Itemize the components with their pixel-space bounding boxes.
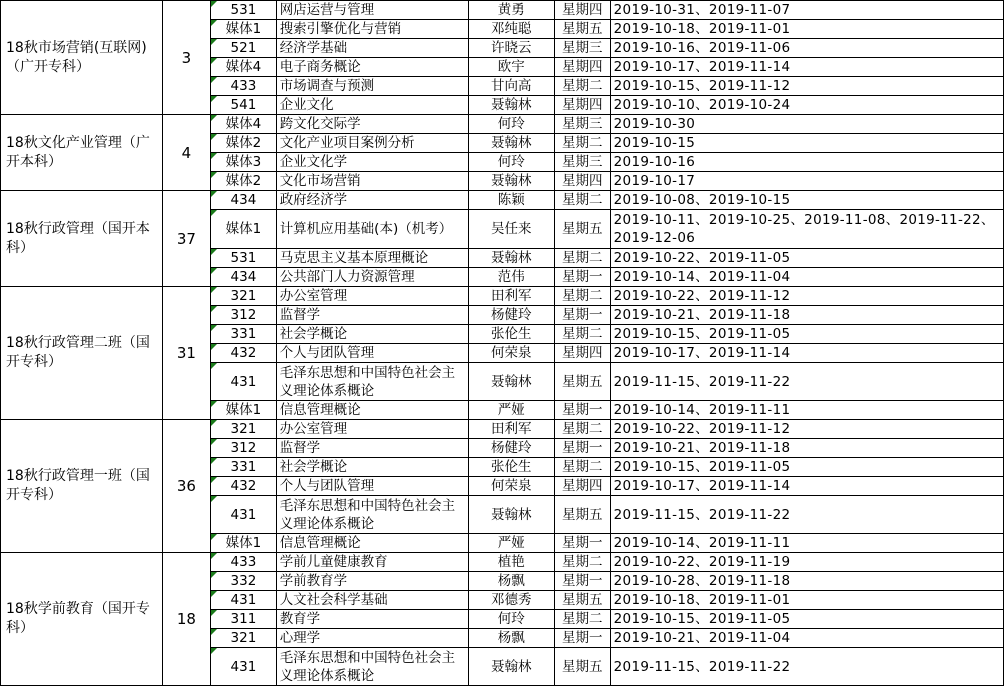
teacher-cell: 何玲 [468, 115, 554, 134]
course-name-cell: 马克思主义基本原理概论 [276, 249, 468, 268]
teacher-cell: 杨飘 [468, 629, 554, 648]
classroom-code-cell: 331 [211, 325, 277, 344]
teacher-cell: 田利军 [468, 287, 554, 306]
weekday-cell: 星期一 [554, 629, 610, 648]
teacher-cell: 田利军 [468, 420, 554, 439]
course-name-cell: 文化市场营销 [276, 172, 468, 191]
student-count-cell: 36 [162, 420, 211, 553]
course-name-cell: 社会学概论 [276, 458, 468, 477]
course-name-cell: 公共部门人力资源管理 [276, 268, 468, 287]
teacher-cell: 何玲 [468, 153, 554, 172]
teacher-cell: 杨健玲 [468, 439, 554, 458]
weekday-cell: 星期三 [554, 39, 610, 58]
teacher-cell: 范伟 [468, 268, 554, 287]
teacher-cell: 何荣泉 [468, 344, 554, 363]
dates-cell: 2019-10-22、2019-11-12 [610, 420, 1003, 439]
weekday-cell: 星期一 [554, 268, 610, 287]
dates-cell: 2019-10-22、2019-11-05 [610, 249, 1003, 268]
weekday-cell: 星期四 [554, 477, 610, 496]
weekday-cell: 星期二 [554, 77, 610, 96]
weekday-cell: 星期二 [554, 610, 610, 629]
dates-cell: 2019-10-08、2019-10-15 [610, 191, 1003, 210]
dates-cell: 2019-10-17、2019-11-14 [610, 344, 1003, 363]
weekday-cell: 星期一 [554, 306, 610, 325]
weekday-cell: 星期三 [554, 153, 610, 172]
course-name-cell: 企业文化 [276, 96, 468, 115]
teacher-cell: 吴任来 [468, 210, 554, 249]
weekday-cell: 星期四 [554, 172, 610, 191]
classroom-code-cell: 媒体1 [211, 210, 277, 249]
student-count-cell: 37 [162, 191, 211, 287]
course-name-cell: 人文社会科学基础 [276, 591, 468, 610]
dates-cell: 2019-10-15、2019-11-05 [610, 458, 1003, 477]
teacher-cell: 甘向高 [468, 77, 554, 96]
table-row [1, 553, 1004, 572]
course-name-cell: 学前儿童健康教育 [276, 553, 468, 572]
dates-cell: 2019-10-16、2019-11-06 [610, 39, 1003, 58]
weekday-cell: 星期一 [554, 572, 610, 591]
course-name-cell: 毛泽东思想和中国特色社会主义理论体系概论 [276, 648, 468, 686]
teacher-cell: 张伦生 [468, 458, 554, 477]
dates-cell: 2019-10-17、2019-11-14 [610, 477, 1003, 496]
teacher-cell: 杨飘 [468, 572, 554, 591]
classroom-code-cell: 541 [211, 96, 277, 115]
table-row [1, 420, 1004, 439]
class-name-cell: 18秋行政管理二班（国开专科） [1, 287, 163, 420]
course-name-cell: 监督学 [276, 306, 468, 325]
course-name-cell: 信息管理概论 [276, 401, 468, 420]
course-name-cell: 企业文化学 [276, 153, 468, 172]
teacher-cell: 张伦生 [468, 325, 554, 344]
classroom-code-cell: 321 [211, 287, 277, 306]
teacher-cell: 严娅 [468, 534, 554, 553]
dates-cell: 2019-10-14、2019-11-11 [610, 534, 1003, 553]
student-count-cell: 4 [162, 115, 211, 191]
teacher-cell: 陈颖 [468, 191, 554, 210]
course-name-cell: 跨文化交际学 [276, 115, 468, 134]
classroom-code-cell: 媒体4 [211, 115, 277, 134]
course-name-cell: 毛泽东思想和中国特色社会主义理论体系概论 [276, 363, 468, 401]
dates-cell: 2019-10-15、2019-11-12 [610, 77, 1003, 96]
classroom-code-cell: 531 [211, 249, 277, 268]
course-name-cell: 毛泽东思想和中国特色社会主义理论体系概论 [276, 496, 468, 534]
classroom-code-cell: 431 [211, 363, 277, 401]
teacher-cell: 聂翰林 [468, 363, 554, 401]
weekday-cell: 星期五 [554, 363, 610, 401]
classroom-code-cell: 321 [211, 420, 277, 439]
classroom-code-cell: 媒体4 [211, 58, 277, 77]
weekday-cell: 星期二 [554, 287, 610, 306]
weekday-cell: 星期二 [554, 191, 610, 210]
student-count-cell: 31 [162, 287, 211, 420]
weekday-cell: 星期四 [554, 344, 610, 363]
dates-cell: 2019-10-30 [610, 115, 1003, 134]
dates-cell: 2019-10-11、2019-10-25、2019-11-08、2019-11-22、2019-12-06 [610, 210, 1003, 249]
course-name-cell: 电子商务概论 [276, 58, 468, 77]
dates-cell: 2019-11-15、2019-11-22 [610, 496, 1003, 534]
weekday-cell: 星期五 [554, 210, 610, 249]
teacher-cell: 聂翰林 [468, 96, 554, 115]
classroom-code-cell: 433 [211, 553, 277, 572]
classroom-code-cell: 321 [211, 629, 277, 648]
class-name-cell: 18秋行政管理一班（国开专科） [1, 420, 163, 553]
class-name-cell: 18秋文化产业管理（广开本科） [1, 115, 163, 191]
course-name-cell: 搜索引擎优化与营销 [276, 20, 468, 39]
classroom-code-cell: 531 [211, 1, 277, 20]
dates-cell: 2019-11-15、2019-11-22 [610, 648, 1003, 686]
weekday-cell: 星期一 [554, 439, 610, 458]
teacher-cell: 聂翰林 [468, 172, 554, 191]
classroom-code-cell: 媒体2 [211, 172, 277, 191]
dates-cell: 2019-11-15、2019-11-22 [610, 363, 1003, 401]
weekday-cell: 星期二 [554, 458, 610, 477]
weekday-cell: 星期一 [554, 401, 610, 420]
teacher-cell: 黄勇 [468, 1, 554, 20]
classroom-code-cell: 332 [211, 572, 277, 591]
weekday-cell: 星期四 [554, 1, 610, 20]
course-name-cell: 网店运营与管理 [276, 1, 468, 20]
dates-cell: 2019-10-17 [610, 172, 1003, 191]
dates-cell: 2019-10-15 [610, 134, 1003, 153]
teacher-cell: 聂翰林 [468, 648, 554, 686]
course-name-cell: 办公室管理 [276, 420, 468, 439]
teacher-cell: 欧宇 [468, 58, 554, 77]
table-row [1, 115, 1004, 134]
dates-cell: 2019-10-21、2019-11-04 [610, 629, 1003, 648]
classroom-code-cell: 311 [211, 610, 277, 629]
weekday-cell: 星期五 [554, 496, 610, 534]
classroom-code-cell: 432 [211, 344, 277, 363]
course-name-cell: 计算机应用基础(本)（机考） [276, 210, 468, 249]
dates-cell: 2019-10-16 [610, 153, 1003, 172]
course-name-cell: 个人与团队管理 [276, 344, 468, 363]
class-name-cell: 18秋行政管理（国开本科） [1, 191, 163, 287]
schedule-body [1, 1, 1004, 686]
weekday-cell: 星期一 [554, 534, 610, 553]
classroom-code-cell: 521 [211, 39, 277, 58]
classroom-code-cell: 媒体1 [211, 534, 277, 553]
weekday-cell: 星期四 [554, 96, 610, 115]
teacher-cell: 植艳 [468, 553, 554, 572]
weekday-cell: 星期二 [554, 553, 610, 572]
weekday-cell: 星期二 [554, 325, 610, 344]
teacher-cell: 邓纯聪 [468, 20, 554, 39]
classroom-code-cell: 431 [211, 648, 277, 686]
dates-cell: 2019-10-14、2019-11-04 [610, 268, 1003, 287]
weekday-cell: 星期四 [554, 58, 610, 77]
teacher-cell: 聂翰林 [468, 496, 554, 534]
dates-cell: 2019-10-21、2019-11-18 [610, 306, 1003, 325]
classroom-code-cell: 媒体3 [211, 153, 277, 172]
weekday-cell: 星期二 [554, 249, 610, 268]
classroom-code-cell: 媒体1 [211, 20, 277, 39]
teacher-cell: 何玲 [468, 610, 554, 629]
classroom-code-cell: 媒体2 [211, 134, 277, 153]
table-row [1, 1, 1004, 20]
course-name-cell: 经济学基础 [276, 39, 468, 58]
course-name-cell: 心理学 [276, 629, 468, 648]
weekday-cell: 星期五 [554, 20, 610, 39]
weekday-cell: 星期二 [554, 420, 610, 439]
course-name-cell: 监督学 [276, 439, 468, 458]
dates-cell: 2019-10-22、2019-11-19 [610, 553, 1003, 572]
course-name-cell: 文化产业项目案例分析 [276, 134, 468, 153]
teacher-cell: 杨健玲 [468, 306, 554, 325]
weekday-cell: 星期五 [554, 591, 610, 610]
course-name-cell: 办公室管理 [276, 287, 468, 306]
classroom-code-cell: 434 [211, 191, 277, 210]
dates-cell: 2019-10-22、2019-11-12 [610, 287, 1003, 306]
course-name-cell: 信息管理概论 [276, 534, 468, 553]
table-row [1, 287, 1004, 306]
classroom-code-cell: 媒体1 [211, 401, 277, 420]
dates-cell: 2019-10-31、2019-11-07 [610, 1, 1003, 20]
student-count-cell: 18 [162, 553, 211, 686]
dates-cell: 2019-10-15、2019-11-05 [610, 325, 1003, 344]
teacher-cell: 许晓云 [468, 39, 554, 58]
class-name-cell: 18秋学前教育（国开专科） [1, 553, 163, 686]
weekday-cell: 星期五 [554, 648, 610, 686]
classroom-code-cell: 312 [211, 439, 277, 458]
teacher-cell: 严娅 [468, 401, 554, 420]
weekday-cell: 星期二 [554, 134, 610, 153]
course-name-cell: 个人与团队管理 [276, 477, 468, 496]
dates-cell: 2019-10-18、2019-11-01 [610, 591, 1003, 610]
course-name-cell: 社会学概论 [276, 325, 468, 344]
teacher-cell: 何荣泉 [468, 477, 554, 496]
course-name-cell: 政府经济学 [276, 191, 468, 210]
dates-cell: 2019-10-17、2019-11-14 [610, 58, 1003, 77]
dates-cell: 2019-10-21、2019-11-18 [610, 439, 1003, 458]
dates-cell: 2019-10-28、2019-11-18 [610, 572, 1003, 591]
classroom-code-cell: 431 [211, 591, 277, 610]
classroom-code-cell: 431 [211, 496, 277, 534]
teacher-cell: 邓德秀 [468, 591, 554, 610]
classroom-code-cell: 312 [211, 306, 277, 325]
weekday-cell: 星期三 [554, 115, 610, 134]
classroom-code-cell: 434 [211, 268, 277, 287]
dates-cell: 2019-10-10、2019-10-24 [610, 96, 1003, 115]
course-name-cell: 学前教育学 [276, 572, 468, 591]
dates-cell: 2019-10-14、2019-11-11 [610, 401, 1003, 420]
course-name-cell: 教育学 [276, 610, 468, 629]
teacher-cell: 聂翰林 [468, 249, 554, 268]
classroom-code-cell: 432 [211, 477, 277, 496]
classroom-code-cell: 331 [211, 458, 277, 477]
class-name-cell: 18秋市场营销(互联网)（广开专科） [1, 1, 163, 115]
dates-cell: 2019-10-15、2019-11-05 [610, 610, 1003, 629]
classroom-code-cell: 433 [211, 77, 277, 96]
table-row [1, 191, 1004, 210]
student-count-cell: 3 [162, 1, 211, 115]
course-name-cell: 市场调查与预测 [276, 77, 468, 96]
dates-cell: 2019-10-18、2019-11-01 [610, 20, 1003, 39]
teacher-cell: 聂翰林 [468, 134, 554, 153]
